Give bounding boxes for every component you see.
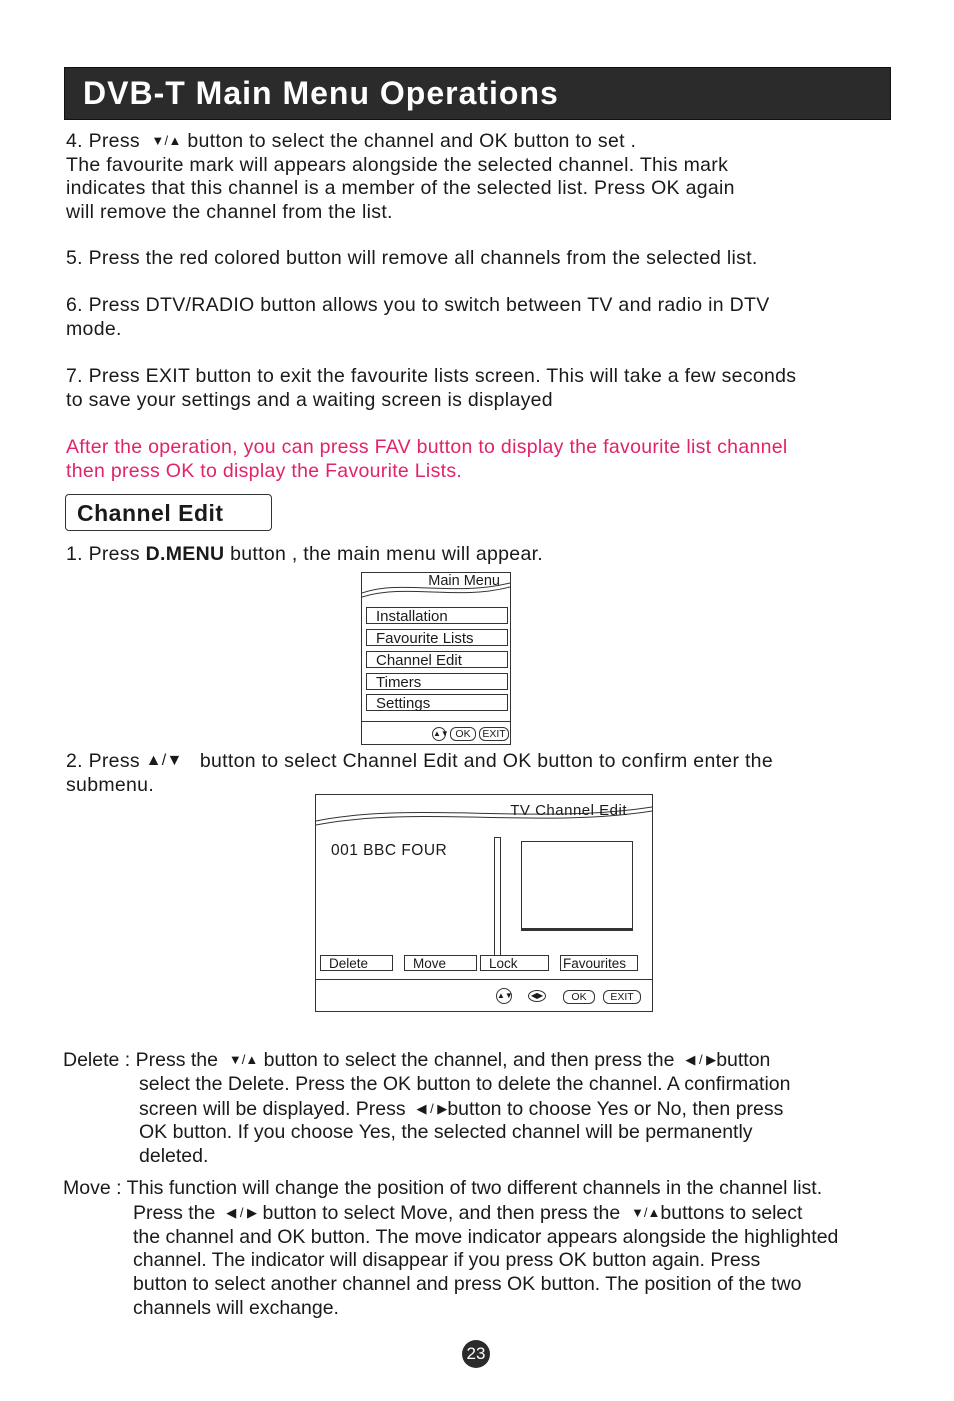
main-menu-screen (361, 572, 511, 745)
move-description (63, 1177, 933, 1321)
favourites-button[interactable]: Favourites (560, 955, 638, 971)
page-title-bar (64, 67, 891, 120)
lock-button[interactable]: Lock (480, 955, 549, 971)
menu-item-timers[interactable]: Timers (366, 673, 508, 690)
page-number: 23 (462, 1340, 490, 1368)
ce-step-2-line-2: submenu. (66, 773, 155, 796)
scrollbar[interactable] (494, 837, 501, 956)
move-line-2-a: Press the (133, 1201, 216, 1224)
left-right-arrows-icon: ◀ / ▶ (416, 1100, 448, 1116)
step-7-line-2: to save your settings and a waiting screen is displayed (66, 388, 553, 411)
move-line-5: button to select another channel and press OK button. The position of the two (133, 1273, 802, 1296)
step-6 (66, 294, 906, 341)
move-line-2-b: button to select Move, and then press the (262, 1201, 621, 1224)
step-5: 5. Press the red colored button will remove all channels from the selected list. (66, 247, 758, 269)
section-heading-box (65, 494, 272, 531)
delete-line-1-a: Delete : Press the (63, 1049, 218, 1071)
ok-key: OK (450, 727, 476, 741)
step-6-line-2: mode. (66, 317, 122, 340)
channel-edit-title: TV Channel Edit (510, 802, 627, 819)
move-button[interactable]: Move (404, 955, 477, 971)
step-4-line-3: indicates that this channel is a member of the selected list. Press OK again (66, 177, 735, 199)
main-menu-footer (362, 721, 510, 744)
down-up-arrows-icon: ▼/▲ (228, 1052, 259, 1067)
delete-line-5: deleted. (139, 1145, 209, 1168)
channel-edit-footer (316, 979, 652, 1003)
menu-item-favourite-lists[interactable]: Favourite Lists (366, 629, 508, 646)
ce-step-2-text-b: button to select Channel Edit and OK button to confirm enter the (199, 750, 773, 772)
section-heading: Channel Edit (77, 500, 224, 526)
delete-line-3-a: screen will be displayed. Press (139, 1097, 406, 1120)
menu-item-settings[interactable]: Settings (366, 694, 508, 711)
step-4-text-a: 4. Press (66, 130, 140, 152)
channel-list-item[interactable]: 001 BBC FOUR (331, 842, 448, 859)
channel-edit-step-2 (66, 749, 926, 797)
move-line-6: channels will exchange. (133, 1296, 339, 1319)
dmenu-key-label: D.MENU (145, 543, 225, 565)
favourite-note-line-2: then press OK to display the Favourite Lists. (66, 459, 463, 482)
ce-step-1-text-b: button , the main menu will appear. (230, 543, 544, 565)
left-right-arrows-icon: ◀ / ▶ (685, 1052, 717, 1067)
ce-step-2-text-a: 2. Press (66, 750, 140, 772)
step-4-text-b: button to select the channel and OK button to set . (187, 130, 637, 152)
step-4 (66, 129, 906, 224)
page-title: DVB-T Main Menu Operations (83, 75, 559, 111)
ok-key: OK (563, 990, 595, 1004)
up-down-icon: ▲▼ (496, 988, 512, 1004)
step-4-line-4: will remove the channel from the list. (66, 200, 393, 223)
up-down-icon: ▲▼ (432, 727, 446, 741)
step-6-line-1: 6. Press DTV/RADIO button allows you to switch between TV and radio in DTV (66, 294, 770, 316)
move-line-1: Move : This function will change the position of two different channels in the channel list. (63, 1177, 823, 1199)
tv-channel-edit-screen (315, 794, 653, 1012)
left-right-arrows-icon: ◀ / ▶ (226, 1204, 258, 1220)
move-line-2-c: buttons to select (660, 1201, 803, 1224)
step-7 (66, 365, 926, 412)
delete-line-3-b: button to choose Yes or No, then press (447, 1097, 784, 1120)
delete-line-1-b: button to select the channel, and then press the (263, 1049, 675, 1071)
delete-line-2: select the Delete. Press the OK button to delete the channel. A confirmation (139, 1072, 791, 1095)
left-right-icon: ◀▶ (528, 990, 546, 1002)
step-4-line-2: The favourite mark will appears alongside the selected channel. This mark (66, 153, 729, 176)
ce-step-1-text-a: 1. Press (66, 543, 140, 565)
exit-key: EXIT (479, 727, 509, 741)
move-line-3: the channel and OK button. The move indicator appears alongside the highlighted (133, 1225, 839, 1248)
delete-line-4: OK button. If you choose Yes, the selected channel will be permanently (139, 1121, 753, 1144)
step-7-line-1: 7. Press EXIT button to exit the favourite lists screen. This will take a few seconds (66, 365, 797, 387)
up-down-arrows-icon: ▲/▼ (145, 752, 183, 769)
delete-button[interactable]: Delete (320, 955, 393, 971)
exit-key: EXIT (603, 990, 641, 1004)
move-line-4: channel. The indicator will disappear if you press OK button again. Press (133, 1249, 761, 1272)
delete-description (63, 1048, 923, 1169)
down-up-arrows-icon: ▼/▲ (151, 133, 182, 148)
main-menu-title: Main Menu (428, 573, 500, 589)
favourite-note-line-1: After the operation, you can press FAV button to display the favourite list channel (66, 436, 788, 458)
menu-item-channel-edit[interactable]: Channel Edit (366, 651, 508, 668)
down-up-arrows-icon: ▼/▲ (631, 1204, 661, 1220)
menu-item-installation[interactable]: Installation (366, 607, 508, 624)
favourite-note (66, 436, 926, 483)
channel-edit-step-1 (66, 543, 906, 567)
preview-window (521, 841, 633, 931)
delete-line-1-c: button (716, 1049, 771, 1071)
